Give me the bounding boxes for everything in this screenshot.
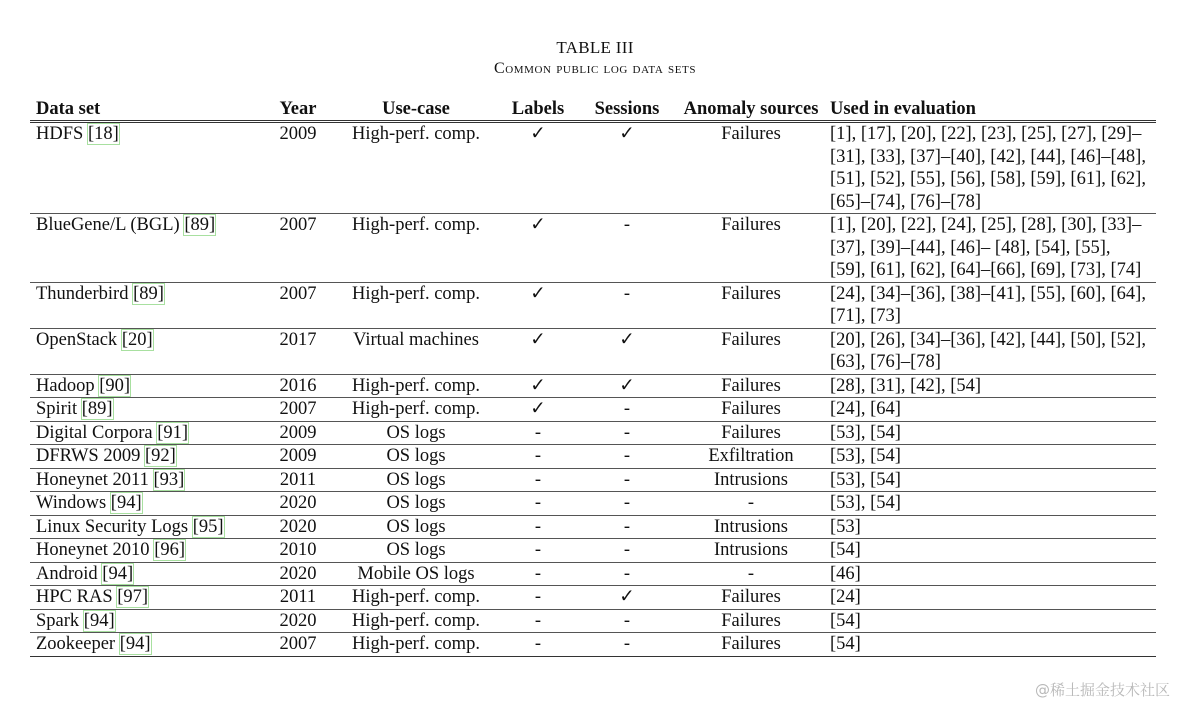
evaluation-refs-cell: [53], [54]	[830, 493, 901, 513]
use-case-cell: High-perf. comp.	[352, 587, 480, 607]
header-year: Year	[279, 98, 317, 119]
anomaly-sources-cell: Failures	[721, 215, 781, 235]
sessions-cell: -	[623, 399, 631, 419]
citation-link[interactable]: [95]	[192, 516, 224, 537]
anomaly-sources-cell: Intrusions	[714, 540, 788, 560]
sessions-cell: -	[623, 446, 631, 466]
sessions-cell: ✓	[619, 587, 635, 607]
evaluation-refs-cell: [54]	[830, 540, 861, 560]
anomaly-sources-cell: Failures	[721, 124, 781, 144]
labels-cell: -	[534, 516, 542, 537]
year-cell: 2009	[279, 422, 317, 443]
table-row	[30, 282, 1156, 328]
use-case-cell: OS logs	[386, 422, 446, 443]
year-cell: 2011	[279, 587, 317, 607]
citation-link[interactable]: [89]	[184, 215, 216, 235]
sessions-cell: -	[623, 469, 631, 490]
citation-link[interactable]: [96]	[154, 540, 186, 560]
sessions-cell: -	[623, 516, 631, 537]
dataset-name: BlueGene/L (BGL)	[36, 215, 180, 235]
use-case-cell: OS logs	[386, 469, 446, 490]
citation-link[interactable]: [94]	[119, 634, 151, 654]
evaluation-refs-cell: [53], [54]	[830, 469, 901, 490]
year-cell: 2007	[279, 283, 317, 304]
dataset-name: HDFS	[36, 124, 84, 144]
year-cell: 2020	[279, 610, 317, 631]
sessions-cell: ✓	[619, 375, 635, 396]
table-row	[30, 586, 1156, 610]
year-cell: 2007	[279, 215, 317, 235]
labels-cell: -	[534, 469, 542, 490]
dataset-name-cell	[30, 609, 262, 633]
header-row	[30, 95, 1156, 122]
dataset-name: Spark	[36, 610, 80, 631]
table-row	[30, 609, 1156, 633]
anomaly-sources-cell: Intrusions	[714, 469, 788, 490]
dataset-name-cell	[30, 515, 262, 539]
anomaly-sources-cell: Failures	[721, 399, 781, 419]
table-row	[30, 492, 1156, 516]
use-case-cell: High-perf. comp.	[352, 634, 480, 654]
header-anomaly-sources: Anomaly sources	[683, 98, 819, 119]
anomaly-sources-cell: Failures	[721, 610, 781, 631]
year-cell: 2007	[279, 399, 317, 419]
year-cell: 2007	[279, 634, 317, 654]
dataset-name: Digital Corpora	[36, 422, 153, 443]
labels-cell: -	[534, 446, 542, 466]
table-subtitle: Common public log data sets	[493, 60, 697, 77]
sessions-cell: -	[623, 540, 631, 560]
dataset-name: HPC RAS	[36, 587, 113, 607]
sessions-cell: -	[623, 563, 631, 584]
dataset-name-cell	[30, 122, 262, 214]
labels-cell: ✓	[530, 283, 546, 304]
table-row	[30, 421, 1156, 445]
labels-cell: -	[534, 587, 542, 607]
table-row	[30, 539, 1156, 563]
dataset-name-cell	[30, 421, 262, 445]
sessions-cell: ✓	[619, 329, 635, 350]
labels-cell: -	[534, 563, 542, 584]
year-cell: 2009	[279, 124, 317, 144]
year-cell: 2020	[279, 493, 317, 513]
table-row	[30, 633, 1156, 657]
labels-cell: -	[534, 540, 542, 560]
use-case-cell: OS logs	[386, 516, 446, 537]
evaluation-refs-cell: [46]	[830, 563, 861, 584]
dataset-name-cell	[30, 492, 262, 516]
use-case-cell: OS logs	[386, 446, 446, 466]
citation-link[interactable]: [97]	[117, 587, 149, 607]
use-case-cell: High-perf. comp.	[352, 610, 480, 631]
dataset-name: DFRWS 2009	[36, 446, 141, 466]
citation-link[interactable]: [91]	[157, 422, 189, 443]
anomaly-sources-cell: -	[747, 563, 755, 584]
labels-cell: -	[534, 422, 542, 443]
sessions-cell: -	[623, 634, 631, 654]
labels-cell: -	[534, 493, 542, 513]
sessions-cell: ✓	[619, 124, 635, 144]
dataset-name-cell	[30, 398, 262, 422]
labels-cell: ✓	[530, 375, 546, 396]
dataset-name: Spirit	[36, 399, 78, 419]
use-case-cell: OS logs	[386, 540, 446, 560]
anomaly-sources-cell: Failures	[721, 283, 781, 304]
anomaly-sources-cell: Failures	[721, 375, 781, 396]
year-cell: 2016	[279, 375, 317, 396]
dataset-name: Zookeeper	[36, 634, 116, 654]
table-row	[30, 328, 1156, 374]
sessions-cell: -	[623, 215, 631, 235]
labels-cell: ✓	[530, 329, 546, 350]
watermark: @稀土掘金技术社区	[1034, 681, 1170, 699]
dataset-name-cell	[30, 282, 262, 328]
table-row	[30, 445, 1156, 469]
sessions-cell: -	[623, 422, 631, 443]
header-sessions: Sessions	[594, 98, 660, 119]
table-title: TABLE III	[556, 38, 634, 57]
dataset-name: Linux Security Logs	[36, 516, 189, 537]
citation-link[interactable]: [89]	[133, 283, 164, 304]
table-row	[30, 562, 1156, 586]
sessions-cell: -	[623, 610, 631, 631]
dataset-name-cell	[30, 445, 262, 469]
use-case-cell: High-perf. comp.	[352, 215, 480, 235]
year-cell: 2020	[279, 563, 317, 584]
year-cell: 2020	[279, 516, 317, 537]
table-row	[30, 214, 1156, 283]
dataset-name-cell	[30, 562, 262, 586]
use-case-cell: High-perf. comp.	[352, 283, 480, 304]
anomaly-sources-cell: Intrusions	[714, 516, 788, 537]
use-case-cell: Virtual machines	[353, 329, 479, 350]
dataset-name-cell	[30, 468, 262, 492]
citation-link[interactable]: [93]	[153, 469, 185, 490]
citation-link[interactable]: [20]	[121, 329, 153, 350]
anomaly-sources-cell: Failures	[721, 329, 781, 350]
header-labels: Labels	[511, 98, 565, 119]
evaluation-refs-cell: [54]	[830, 610, 861, 631]
labels-cell: ✓	[530, 124, 546, 144]
citation-link[interactable]: [94]	[110, 493, 142, 513]
anomaly-sources-cell: Failures	[721, 422, 781, 443]
evaluation-refs-cell: [53]	[830, 516, 861, 537]
year-cell: 2009	[279, 446, 317, 466]
evaluation-refs-cell: [24], [34]–[36], [38]–[41], [55], [60], [64], [71], [73]	[830, 283, 1146, 326]
evaluation-refs-cell: [53], [54]	[830, 422, 901, 443]
sessions-cell: -	[623, 493, 631, 513]
labels-cell: ✓	[530, 215, 546, 235]
dataset-name: Android	[36, 563, 98, 584]
anomaly-sources-cell: Failures	[721, 587, 781, 607]
citation-link[interactable]: [90]	[99, 375, 131, 396]
dataset-name-cell	[30, 539, 262, 563]
citation-link[interactable]: [89]	[81, 399, 113, 419]
use-case-cell: OS logs	[386, 493, 446, 513]
use-case-cell: High-perf. comp.	[352, 399, 480, 419]
citation-link[interactable]: [18]	[87, 124, 119, 144]
use-case-cell: High-perf. comp.	[352, 124, 480, 144]
anomaly-sources-cell: Exfiltration	[708, 446, 794, 466]
table-row	[30, 122, 1156, 214]
anomaly-sources-cell: -	[747, 493, 755, 513]
labels-cell: -	[534, 634, 542, 654]
header-used-in-evaluation: Used in evaluation	[830, 98, 976, 119]
evaluation-refs-cell: [28], [31], [42], [54]	[830, 375, 982, 396]
evaluation-refs-cell: [24], [64]	[830, 399, 901, 419]
dataset-name-cell	[30, 374, 262, 398]
dataset-name: Honeynet 2011	[36, 469, 149, 490]
dataset-name: Thunderbird	[36, 283, 129, 304]
year-cell: 2010	[279, 540, 317, 560]
log-datasets-table	[30, 95, 1156, 657]
sessions-cell: -	[623, 283, 631, 304]
header-use-case: Use-case	[382, 98, 450, 119]
dataset-name: Honeynet 2010	[36, 540, 150, 560]
citation-link[interactable]: [94]	[83, 610, 115, 631]
labels-cell: -	[534, 610, 542, 631]
evaluation-refs-cell: [1], [17], [20], [22], [23], [25], [27], [29]–[31], [33], [37]–[40], [42], [44], [46]–[48], [51], [52], [55], [56], [58], [59], [61], [62], [65]–[74], [76]–[78]	[830, 124, 1146, 212]
table-row	[30, 374, 1156, 398]
dataset-name-cell	[30, 633, 262, 657]
evaluation-refs-cell: [20], [26], [34]–[36], [42], [44], [50], [52], [63], [76]–[78]	[830, 329, 1146, 372]
labels-cell: ✓	[530, 399, 546, 419]
citation-link[interactable]: [92]	[144, 446, 176, 466]
use-case-cell: Mobile OS logs	[357, 563, 475, 584]
dataset-name-cell	[30, 214, 262, 283]
evaluation-refs-cell: [53], [54]	[830, 446, 901, 466]
table-row	[30, 398, 1156, 422]
anomaly-sources-cell: Failures	[721, 634, 781, 654]
citation-link[interactable]: [94]	[102, 563, 134, 584]
evaluation-refs-cell: [54]	[830, 634, 861, 654]
table-row	[30, 515, 1156, 539]
year-cell: 2011	[279, 469, 317, 490]
table-row	[30, 468, 1156, 492]
dataset-name: Hadoop	[36, 375, 95, 396]
evaluation-refs-cell: [24]	[830, 587, 861, 607]
year-cell: 2017	[279, 329, 317, 350]
dataset-name: Windows	[36, 493, 107, 513]
header-data-set: Data set	[36, 98, 101, 119]
dataset-name: OpenStack	[36, 329, 118, 350]
evaluation-refs-cell: [1], [20], [22], [24], [25], [28], [30], [33]–[37], [39]–[44], [46]– [48], [54], [55], [59], [61], [62], [64]–[66], [69], [73], [74]	[830, 215, 1142, 280]
use-case-cell: High-perf. comp.	[352, 375, 480, 396]
dataset-name-cell	[30, 328, 262, 374]
dataset-name-cell	[30, 586, 262, 610]
